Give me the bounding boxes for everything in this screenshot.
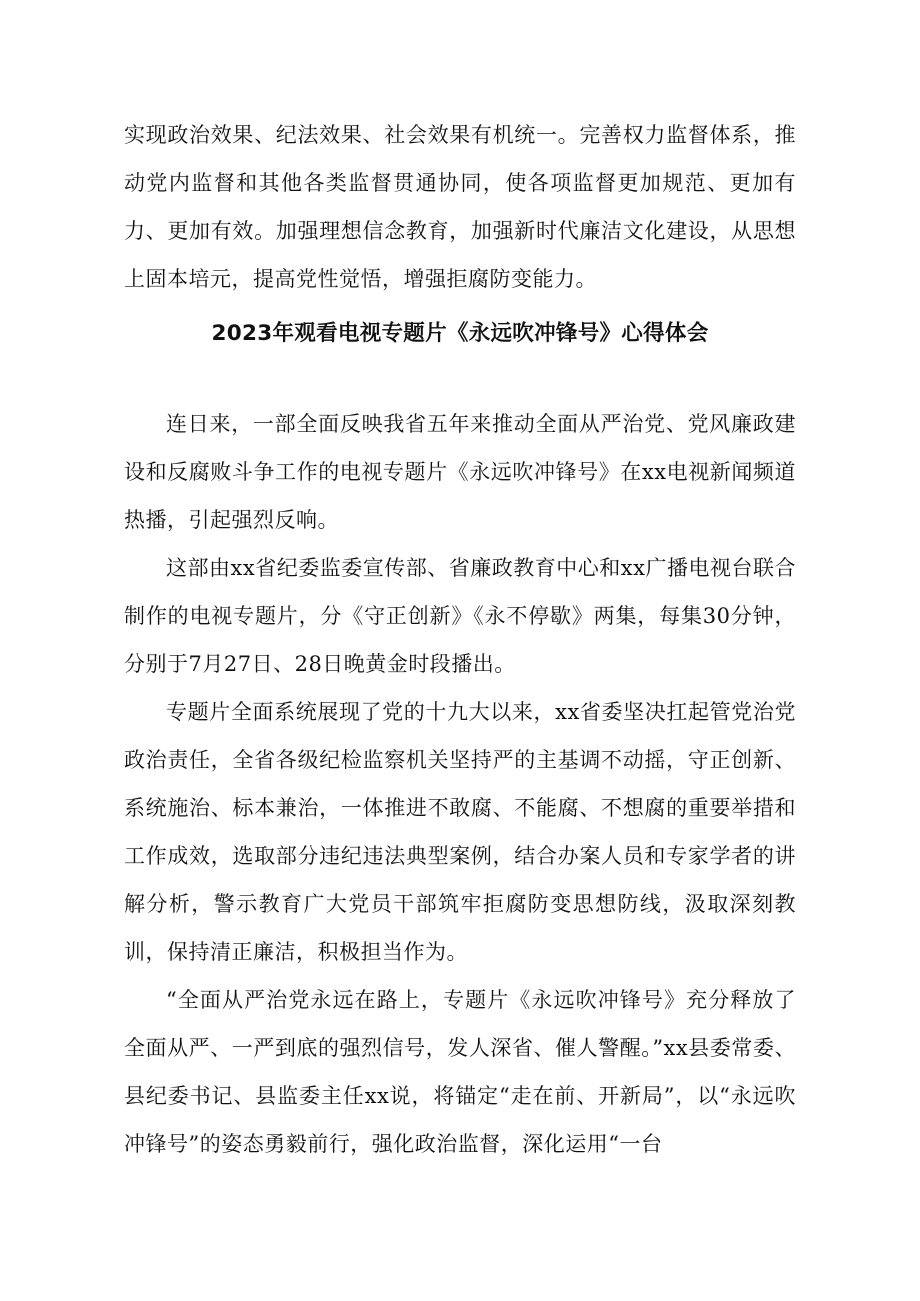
document-body bbox=[124, 111, 796, 1168]
article-title: 2023年观看电视专题片《永远吹冲锋号》心得体会 bbox=[211, 321, 709, 346]
body-paragraph-2: 这部由xx省纪委监委宣传部、省廉政教育中心和xx广播电视台联合制作的电视专题片，分《守正创新》《永不停歇》两集，每集30分钟，分别于7月27日、28日晚黄金时段播出。 bbox=[124, 556, 796, 676]
body-paragraph-1: 连日来，一部全面反映我省五年来推动全面从严治党、党风廉政建设和反腐败斗争工作的电视专题片《永远吹冲锋号》在xx电视新闻频道热播，引起强烈反响。 bbox=[124, 412, 796, 532]
intro-paragraph: 实现政治效果、纪法效果、社会效果有机统一。完善权力监督体系，推动党内监督和其他各类监督贯通协同，使各项监督更加规范、更加有力、更加有效。加强理想信念教育，加强新时代廉洁文化建设，从思想上固本培元，提高党性觉悟，增强拒腐防变能力。 bbox=[124, 123, 796, 291]
body-paragraph-3: 专题片全面系统展现了党的十九大以来，xx省委坚决扛起管党治党政治责任，全省各级纪检监察机关坚持严的主基调不动摇，守正创新、系统施治、标本兼治，一体推进不敢腐、不能腐、不想腐的重要举措和工作成效，选取部分违纪违法典型案例，结合办案人员和专家学者的讲解分析，警示教育广大党员干部筑牢拒腐防变思想防线，汲取深刻教训，保持清正廉洁，积极担当作为。 bbox=[124, 700, 796, 964]
body-paragraph-4: “全面从严治党永远在路上，专题片《永远吹冲锋号》充分释放了全面从严、一严到底的强烈信号，发人深省、催人警醒。”xx县委常委、县纪委书记、县监委主任xx说，将锚定“走在前、开新局”，以“永远吹冲锋号”的姿态勇毅前行，强化政治监督，深化运用“一台 bbox=[124, 988, 796, 1156]
